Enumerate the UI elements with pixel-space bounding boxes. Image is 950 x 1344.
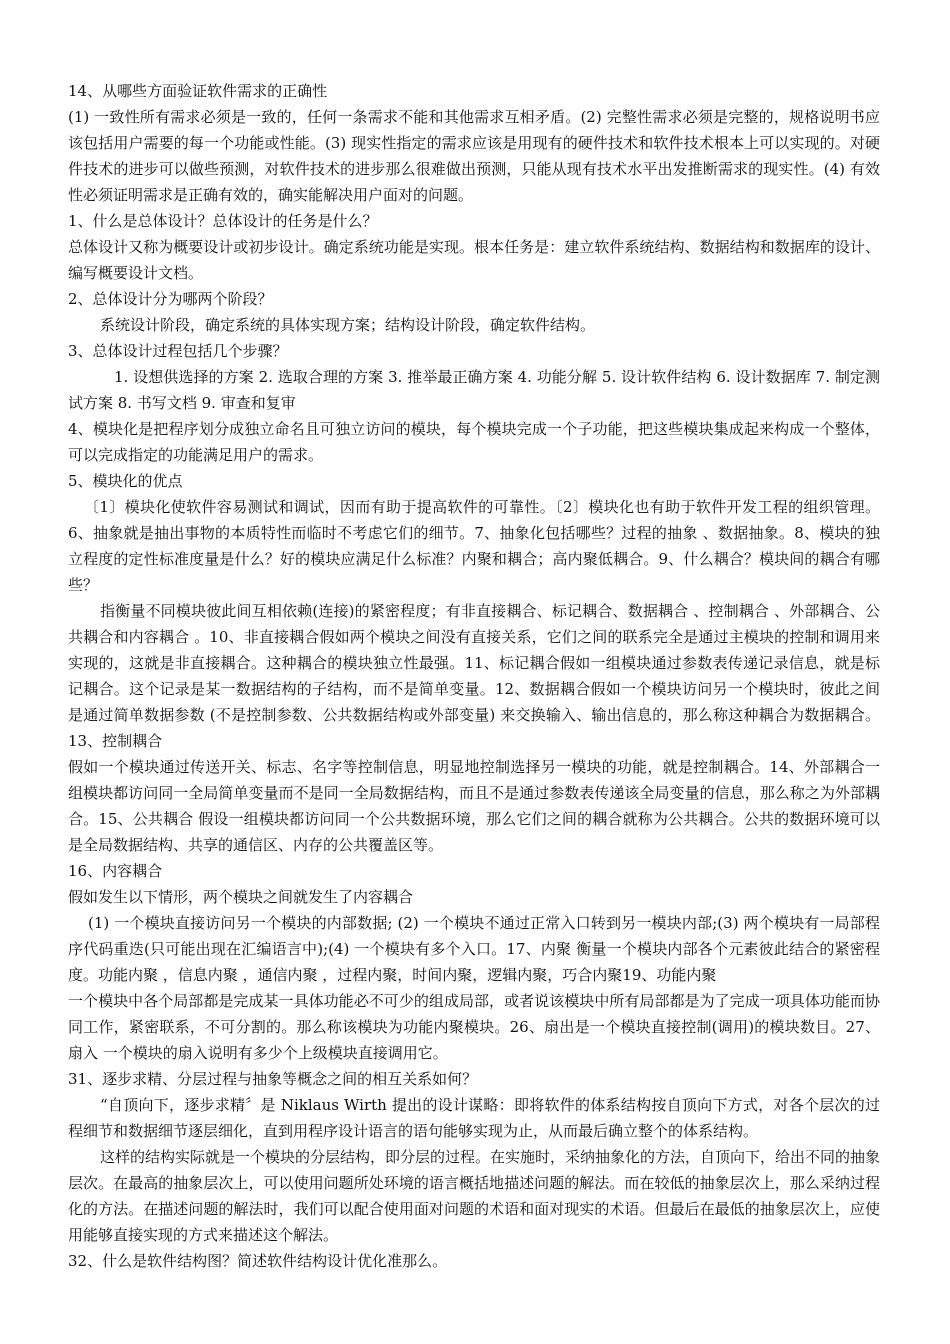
heading-q2: 2、总体设计分为哪两个阶段？ — [68, 290, 273, 308]
paragraph-functional-cohesion: 一个模块中各个局部都是完成某一具体功能必不可少的组成局部，或者说该模块中所有局部都是为了完成一项具体功能而协同工作，紧密联系，不可分割的。那么称该模块为功能内聚模块。26、扇出是一个模块直接控制(调用)的模块数目。27、扇入 一个模块的扇入说明有多少个上级模块直接调用它。 — [68, 992, 880, 1062]
paragraph-control-coupling: 假如一个模块通过传送开关、标志、名字等控制信息，明显地控制选择另一模块的功能，就是控制耦合。14、外部耦合一组模块都访问同一全局简单变量而不是同一全局数据结构，而且不是通过参数表传递该全局变量的信息，那么称之为外部耦合。15、公共耦合 假设一组模块都访问同一个公共数据环境，那么它们之间的耦合就称为公共耦合。公共的数据环境可以是全局数据结构、共享的通信区、内存的公共覆盖区等。 — [68, 758, 880, 854]
heading-q5: 5、模块化的优点 — [68, 472, 183, 490]
heading-q32: 32、什么是软件结构图？简述软件结构设计优化准那么。 — [68, 1252, 448, 1270]
heading-q31: 31、逐步求精、分层过程与抽象等概念之间的相互关系如何？ — [68, 1070, 478, 1088]
heading-q1: 1、什么是总体设计？总体设计的任务是什么？ — [68, 212, 378, 230]
paragraph-q16-intro: 假如发生以下情形，两个模块之间就发生了内容耦合 — [68, 888, 414, 906]
heading-q16: 16、内容耦合 — [68, 862, 163, 880]
paragraph-q31-answer-2: 这样的结构实际就是一个模块的分层结构，即分层的过程。在实施时，采纳抽象化的方法，自顶向下，给出不同的抽象层次。在最高的抽象层次上，可以使用问题所处环境的语言概括地描述问题的解法。而在较低的抽象层次上，那么采纳过程化的方法。在描述问题的解法时，我们可以配合使用面对问题的术语和面对现实的术语。但最后在最低的抽象层次上，应使用能够直接实现的方式来描述这个解法。 — [68, 1148, 881, 1244]
paragraph-q2-answer: 系统设计阶段，确定系统的具体实现方案；结构设计阶段，确定软件结构。 — [100, 316, 596, 334]
paragraph-q1-answer: 总体设计又称为概要设计或初步设计。确定系统功能是实现。根本任务是：建立软件系统结构、数据结构和数据库的设计、编写概要设计文档。 — [68, 238, 880, 282]
paragraph-coupling: 指衡量不同模块彼此间互相依赖(连接)的紧密程度；有非直接耦合、标记耦合、数据耦合 、控制耦合 、外部耦合、公共耦合和内容耦合 。10、非直接耦合假如两个模块之间没有直接关系，它们之间的联系完全是通过主模块的控制和调用来实现的，这就是非直接耦合。这种耦合的模块独立性最强。11、标记耦合假如一组模块通过参数表传递记录信息，就是标记耦合。这个记录是某一数据结构的子结构，而不是简单变量。12、数据耦合假如一个模块访问另一个模块时，彼此之间是通过简单数据参数 (不是控制参数、公共数据结构或外部变量) 来交换输入、输出信息的，那么称这种耦合为数据耦合。13、控制耦合 — [68, 602, 880, 750]
paragraph-q14-answer: (1) 一致性所有需求必须是一致的，任何一条需求不能和其他需求互相矛盾。(2) 完整性需求必须是完整的，规格说明书应该包括用户需要的每一个功能或性能。(3) 现实性指定的需求应该是用现有的硬件技术和软件技术根本上可以实现的。对硬件技术的进步可以做些预测，对软件技术的进步那么很难做出预测，只能从现有技术水平出发推断需求的现实性。(4) 有效性必须证明需求是正确有效的，确实能解决用户面对的问题。 — [68, 108, 880, 204]
paragraph-q4: 4、模块化是把程序划分成独立命名且可独立访问的模块，每个模块完成一个子功能，把这些模块集成起来构成一个整体，可以完成指定的功能满足用户的需求。 — [68, 420, 880, 464]
paragraph-q31-answer-1: “自顶向下，逐步求精〞是 Niklaus Wirth 提出的设计谋略：即将软件的体系结构按自顶向下方式，对各个层次的过程细节和数据细节逐层细化，直到用程序设计语言的语句能够实现为止，从而最后确立整个的体系结构。 — [68, 1096, 880, 1140]
paragraph-q3-answer: 1. 设想供选择的方案 2. 选取合理的方案 3. 推举最正确方案 4. 功能分解 5. 设计软件结构 6. 设计数据库 7. 制定测试方案 8. 书写文档 9. 审查和复审 — [68, 368, 880, 412]
paragraph-q5-answer: 〔1〕模块化使软件容易测试和调试，因而有助于提高软件的可靠性。〔2〕模块化也有助于软件开发工程的组织管理。6、抽象就是抽出事物的本质特性而临时不考虑它们的细节。7、抽象化包括哪些？过程的抽象 、数据抽象。8、模块的独立程度的定性标准度量是什么？好的模块应满足什么标准？内聚和耦合；高内聚低耦合。9、什么耦合？模块间的耦合有哪些？ — [68, 498, 880, 594]
heading-q3: 3、总体设计过程包括几个步骤？ — [68, 342, 288, 360]
heading-q14: 14、从哪些方面验证软件需求的正确性 — [68, 82, 328, 100]
paragraph-q16-answer: (1) 一个模块直接访问另一个模块的内部数据; (2) 一个模块不通过正常入口转到另一模块内部;(3) 两个模块有一局部程序代码重迭(只可能出现在汇编语言中);(4) 一个模块有多个入口。17、内聚 衡量一个模块内部各个元素彼此结合的紧密程度。功能内聚 ，信息内聚 ，通信内聚 ，过程内聚，时间内聚，逻辑内聚，巧合内聚19、功能内聚 — [68, 914, 880, 984]
